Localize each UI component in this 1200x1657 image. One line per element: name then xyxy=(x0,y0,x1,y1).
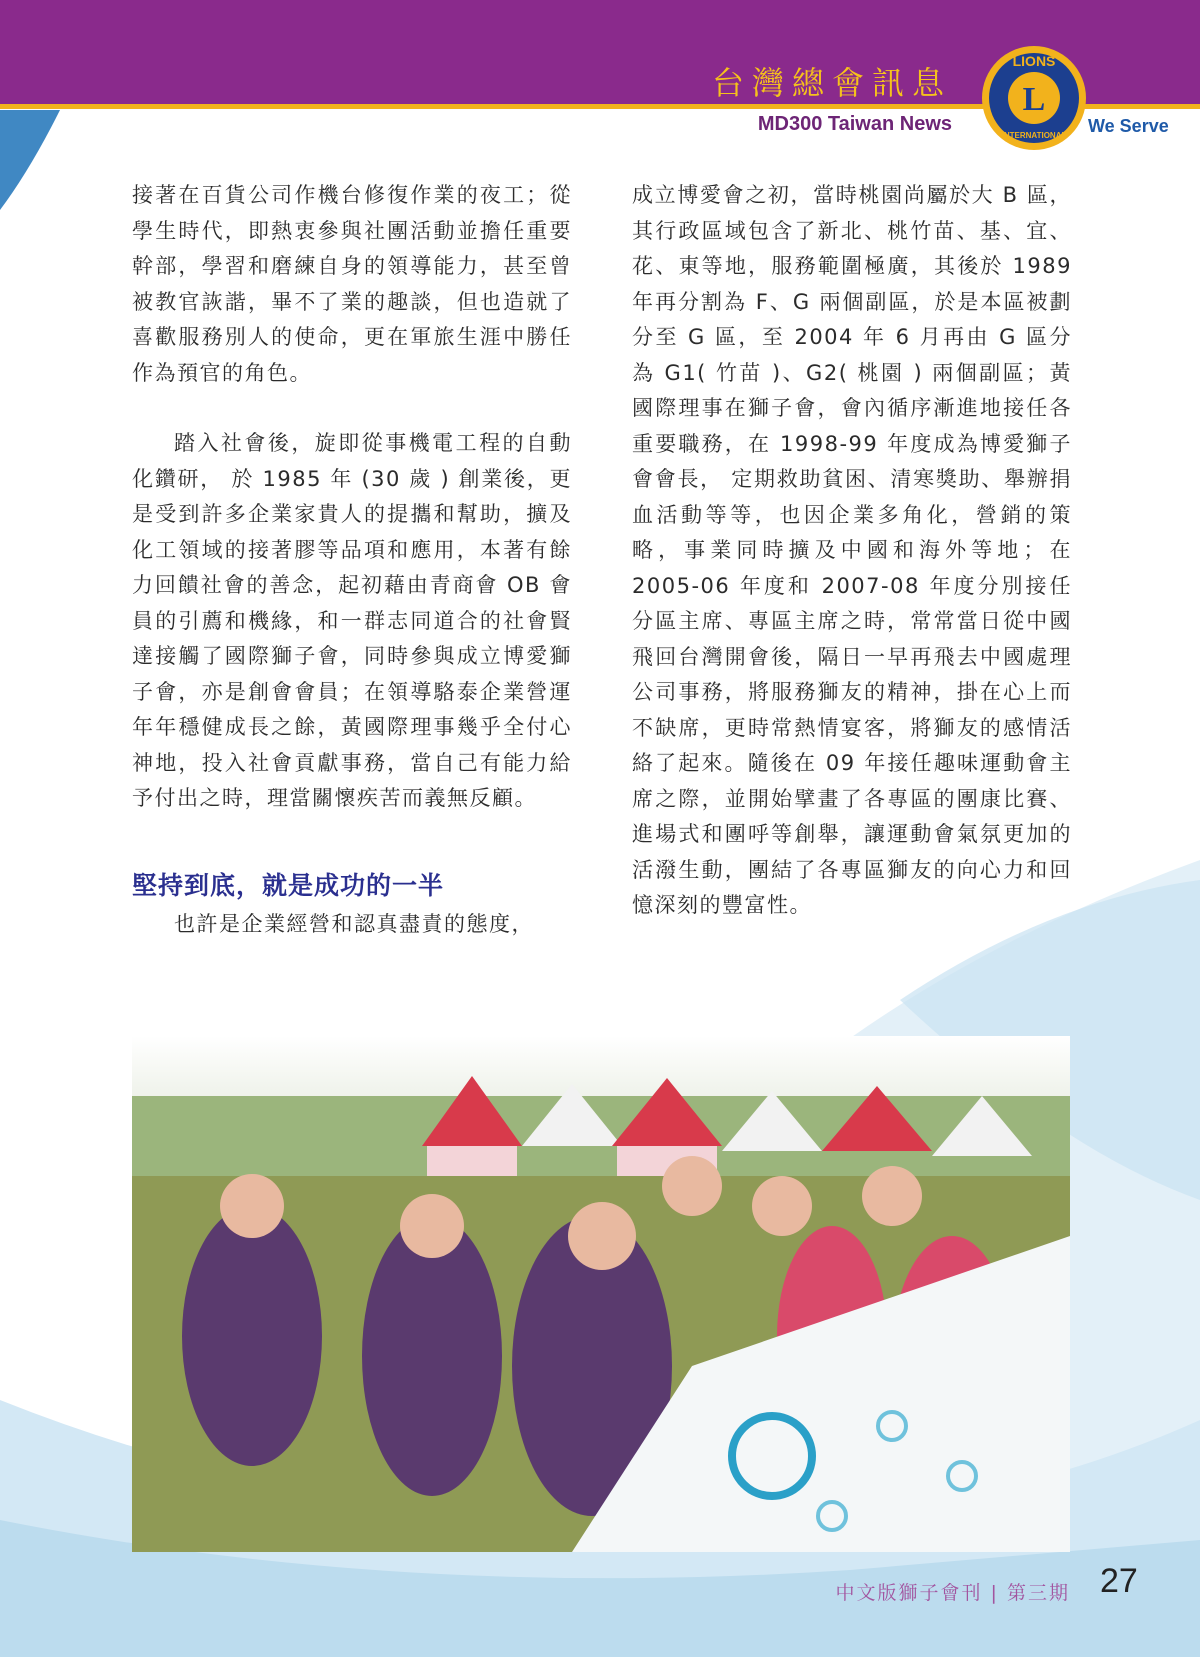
publication-footer: 中文版獅子會刊 | 第三期 xyxy=(835,1582,1070,1604)
event-photo xyxy=(132,1036,1070,1552)
slogan: We Serve xyxy=(1088,116,1169,136)
article-column-left xyxy=(132,178,572,943)
logo-letter: L xyxy=(1022,81,1046,118)
logo-top-text: LIONS xyxy=(1012,53,1056,69)
paragraph: 踏入社會後，旋即從事機電工程的自動化鑽研， 於 1985 年 (30 歲 ) 創業後，更是受到許多企業家貴人的提攜和幫助，擴及化工領域的接著膠等品項和應用，本著有餘力回饋社會的善念，起初藉由青商會 OB 會員的引薦和機緣，和一群志同道合的社會賢達接觸了國際獅子會，同時參與成立博愛獅子會，亦是創會會員；在領導駱泰企業營運年年穩健成長之餘，黃國際理事幾乎全付心神地，投入社會貢獻事務，當自己有能力給予付出之時，理當關懷疾苦而義無反顧。 xyxy=(132,431,572,810)
header-subtitle: MD300 Taiwan News xyxy=(757,113,952,135)
logo-bottom-text: INTERNATIONAL xyxy=(1001,131,1067,140)
page-number: 27 xyxy=(1100,1562,1138,1600)
header-title: 台灣總會訊息 xyxy=(711,64,952,102)
article-column-right xyxy=(632,178,1072,924)
section-heading: 堅持到底，就是成功的一半 xyxy=(132,870,445,900)
paragraph: 接著在百貨公司作機台修復作業的夜工；從學生時代，即熱衷參與社團活動並擔任重要幹部，學習和磨練自身的領導能力，甚至曾被教官詼諧，畢不了業的趣談，但也造就了喜歡服務別人的使命，更在軍旅生涯中勝任作為預官的角色。 xyxy=(132,183,572,385)
lions-logo xyxy=(980,44,1088,152)
paragraph: 也許是企業經營和認真盡責的態度， xyxy=(174,912,534,936)
paragraph: 成立博愛會之初，當時桃園尚屬於大 B 區，其行政區域包含了新北、桃竹苗、基、宜、花、東等地，服務範圍極廣，其後於 1989 年再分割為 F、G 兩個副區，於是本區被劃分至 G 區，至 2004 年 6 月再由 G 區分為 G1( 竹苗 )、G2( 桃園 ) 兩個副區；黃國際理事在獅子會，會內循序漸進地接任各重要職務，在 1998-99 年度成為博愛獅子會會長， 定期救助貧困、清寒獎助、舉辦捐血活動等等，也因企業多角化，營銷的策略，事業同時擴及中國和海外等地；在 2005-06 年度和 2007-08 年度分別接任分區主席、專區主席之時，常常當日從中國飛回台灣開會後，隔日一早再飛去中國處理公司事務，將服務獅友的精神，掛在心上而不缺席，更時常熱情宴客，將獅友的感情活絡了起來。隨後在 09 年接任趣味運動會主席之際，並開始擘畫了各專區的團康比賽、進場式和團呼等創舉，讓運動會氣氛更加的活潑生動，團結了各專區獅友的向心力和回憶深刻的豐富性。 xyxy=(632,183,1072,917)
